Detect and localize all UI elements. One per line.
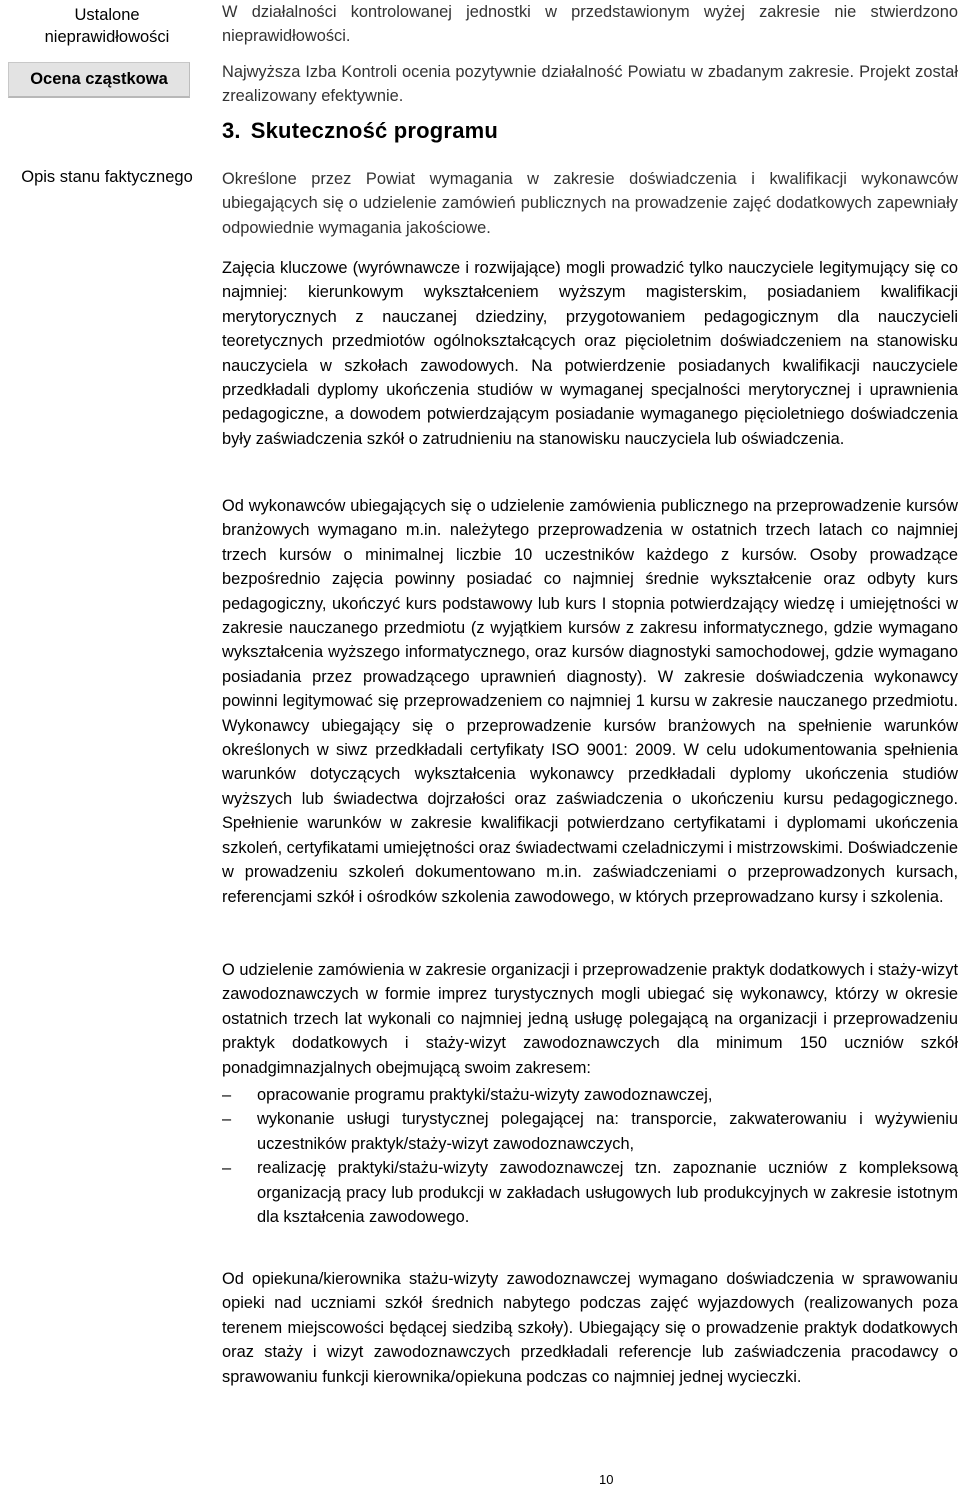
section-heading-text: Skuteczność programu: [250, 118, 499, 143]
section-heading: [222, 118, 498, 144]
page-number: 10: [599, 1472, 614, 1487]
list-item-text: opracowanie programu praktyki/stażu-wizyty zawodoznawczej,: [257, 1086, 713, 1104]
paragraph-no-irregularities: W działalności kontrolowanej jednostki w przedstawionym wyżej zakresie nie stwierdzono nieprawidłowości.: [222, 3, 958, 46]
list-item: [222, 1107, 958, 1156]
scope-list: [222, 1083, 958, 1229]
dash-bullet: –: [222, 1110, 232, 1129]
dash-bullet: –: [222, 1086, 232, 1104]
paragraph-key-classes: Zajęcia kluczowe (wyrównawcze i rozwijające) mogli prowadzić tylko nauczyciele legitymujący się co najmniej: kierunkowym wykształceniem wyższym magisterskim, posiadaniem kwalifikacji merytorycznych z nauczanej dziedziny, przygotowaniem pedagogicznym dla nauczycieli teoretycznych przedmiotów ogólnokształcących oraz pięcioletnim doświadczeniem na stanowisku nauczyciela w szkołach zawodowych. Na potwierdzenie posiadanych kwalifikacji nauczyciele przedkładali dyplomy ukończenia studiów w wymaganej specjalności merytorycznej i uprawnienia pedagogiczne, a dowodem potwierdzającym posiadanie wymaganego pięcioletniego doświadczenia były zaświadczenia szkół o zatrudnieniu na stanowisku nauczyciela lub oświadczenia.: [222, 259, 958, 448]
list-item-text: wykonanie usługi turystycznej polegającej na: transporcie, zakwaterowaniu i wyżywieniu uczestników praktyk/staży-wizyt zawodoznawczych,: [257, 1110, 958, 1153]
sidebar-label-facts: Opis stanu faktycznego: [21, 168, 193, 186]
list-item: [222, 1083, 958, 1107]
paragraph-requirements: Określone przez Powiat wymagania w zakresie doświadczenia i kwalifikacji wykonawców ubiegających się o udzielenie zamówień publicznych na prowadzenie zajęć dodatkowych zapewniały odpowiednie wymagania jakościowe.: [222, 170, 958, 237]
sidebar-label-findings: Ustalone nieprawidłowości: [44, 6, 170, 46]
dash-bullet: –: [222, 1159, 232, 1178]
sidebar-label-partial-rating: Ocena cząstkowa: [8, 62, 190, 98]
paragraph-vocational-courses: Od wykonawców ubiegających się o udzielenie zamówienia publicznego na przeprowadzenie kursów branżowych wymagano m.in. należytego przeprowadzenia w ostatnich trzech latach co najmniej trzech kursów o minimalnej liczbie 10 uczestników każdego z kursów. Osoby prowadzące bezpośrednio zajęcia powinny posiadać co najmniej średnie wykształcenie oraz odbyty kurs pedagogiczny, ukończyć kurs podstawowy lub kurs I stopnia potwierdzający wiedzę i umiejętności w zakresie nauczanego przedmiotu (z wyjątkiem kursów z zakresu informatycznego, gdzie wymagano wykształcenia wyższego informatycznego, oraz kursów diagnostyki samochodowej, gdzie wymagano posiadania przez prowadzącego uprawnień diagnosty). W zakresie doświadczenia wykonawcy powinni legitymować się przeprowadzeniem co najmniej 1 kursu w zakresie nauczanego przedmiotu. Wykonawcy ubiegający się o przeprowadzenie kursów branżowych na spełnienie warunków określonych w siwz przedkładali certyfikaty ISO 9001: 2009. W celu udokumentowania spełnienia warunków dotyczących wykształcenia wykonawcy przedkładali dyplomy ukończenia studiów wyższych lub świadectwa dojrzałości oraz zaświadczenia o ukończeniu kursu pedagogicznego. Spełnienie warunków w zakresie kwalifikacji potwierdzano certyfikatami i dyplomami ukończenia szkoleń, certyfikatami umiejętności oraz świadectwami czeladniczymi i mistrzowskimi. Doświadczenie w prowadzeniu szkoleń dokumentowano m.in. zaświadczeniami o przeprowadzonych kursach, referencjami szkół i ośrodków szkolenia zawodowego, w których przeprowadzano kursy i szkolenia.: [222, 497, 958, 906]
list-item: [222, 1156, 958, 1229]
paragraph-rating: Najwyższa Izba Kontroli ocenia pozytywnie działalność Powiatu w zbadanym zakresie. Projekt został zrealizowany efektywnie.: [222, 63, 958, 106]
list-item-text: realizację praktyki/stażu-wizyty zawodoznawczej tzn. zapoznanie uczniów z kompleksową organizacją pracy lub produkcji w zakładach usługowych lub produkcyjnych w zakresie istotnym dla kształcenia zawodowego.: [257, 1159, 958, 1227]
paragraph-supervisor: Od opiekuna/kierownika stażu-wizyty zawodoznawczej wymagano doświadczenia w sprawowaniu opieki nad uczniami szkół średnich nabytego podczas zajęć wyjazdowych (realizowanych poza terenem miejscowości będącej siedzibą szkoły). Ubiegający się o prowadzenie praktyk dodatkowych oraz staży i wizyt zawodoznawczych przedkładali referencje lub zaświadczenia pracodawcy o sprawowaniu funkcji kierownika/opiekuna podczas co najmniej jednej wycieczki.: [222, 1270, 958, 1386]
paragraph-internships: O udzielenie zamówienia w zakresie organizacji i przeprowadzenie praktyk dodatkowych i staży-wizyt zawodoznawczych w formie imprez turystycznych mogli ubiegać się wykonawcy, którzy w okresie ostatnich trzech lat wykonali co najmniej jedną usługę polegającą na organizacji i przeprowadzeniu praktyk dodatkowych i staży-wizyt zawodoznawczych dla minimum 150 uczniów szkół ponadgimnazjalnych obejmującą swoim zakresem:: [222, 961, 958, 1077]
section-heading-number: 3.: [222, 118, 241, 143]
